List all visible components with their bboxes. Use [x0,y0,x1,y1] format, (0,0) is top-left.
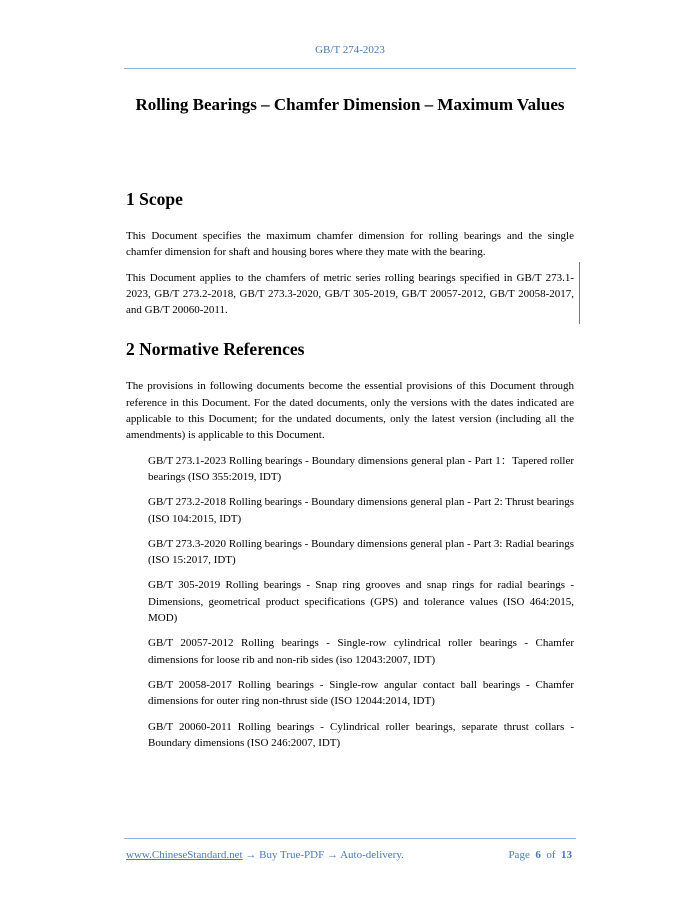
document-title: Rolling Bearings – Chamfer Dimension – Maximum Values [135,95,565,114]
reference-item: GB/T 20060-2011 Rolling bearings - Cylindrical roller bearings, separate thrust collars - Boundary dimensions (ISO 246:2007, IDT) [148,720,574,749]
running-header: GB/T 274-2023 [315,44,385,56]
page-label: Page [508,849,530,861]
website-link[interactable]: www.ChineseStandard.net [126,849,243,861]
reference-item: GB/T 273.2-2018 Rolling bearings - Boundary dimensions general plan - Part 2: Thrust bearings (ISO 104:2015, IDT) [148,496,574,525]
scope-paragraph-2: This Document applies to the chamfers of metric series rolling bearings specified in GB/T 273.1-2023, GB/T 273.2-2018, GB/T 273.3-2020, GB/T 305-2019, GB/T 20057-2012, GB/T 20058-2017, and GB/T 20060-2011. [126,271,574,317]
section-heading-normative-references: 2 Normative References [126,339,305,360]
reference-item: GB/T 273.3-2020 Rolling bearings - Boundary dimensions general plan - Part 3: Radial bearings (ISO 15:2017, IDT) [148,537,574,567]
page-number [508,849,572,861]
references-intro: The provisions in following documents become the essential provisions of this Document through reference in this Document. For the dated documents, only the versions with the dates indicated are applicable to this Document; for the undated documents, only the latest version (including all the amendments) is applicable to this Document. [126,380,574,442]
page-current: 6 [535,849,541,861]
change-bar [579,262,580,324]
reference-item: GB/T 20057-2012 Rolling bearings - Single-row cylindrical roller bearings - Chamfer dimensions for loose rib and non-rib sides (iso 12043:2007, IDT) [148,637,574,666]
footer-rule [124,838,576,839]
reference-item: GB/T 20058-2017 Rolling bearings - Single-row angular contact ball bearings - Chamfer dimensions for outer ring non-thrust side (ISO 12044:2014, IDT) [148,678,574,708]
section-heading-scope: 1 Scope [126,189,183,209]
page-of: of [546,849,556,861]
reference-item: GB/T 305-2019 Rolling bearings - Snap ring grooves and snap rings for radial bearings - Dimensions, geometrical product specifications (GPS) and tolerance values (ISO 464:2015, MOD) [148,579,574,625]
reference-item: GB/T 273.1-2023 Rolling bearings - Boundary dimensions general plan - Part 1：Tapered roller bearings (ISO 355:2019, IDT) [148,454,574,483]
scope-paragraph-1: This Document specifies the maximum chamfer dimension for rolling bearings and the single chamfer dimension for shaft and housing bores where they mate with the bearing. [126,230,574,259]
page-total: 13 [561,849,572,861]
header-rule [124,68,576,69]
page-footer [126,849,574,861]
footer-promo-text: → Buy True-PDF → Auto-delivery. [242,849,404,861]
page-content [126,188,574,760]
